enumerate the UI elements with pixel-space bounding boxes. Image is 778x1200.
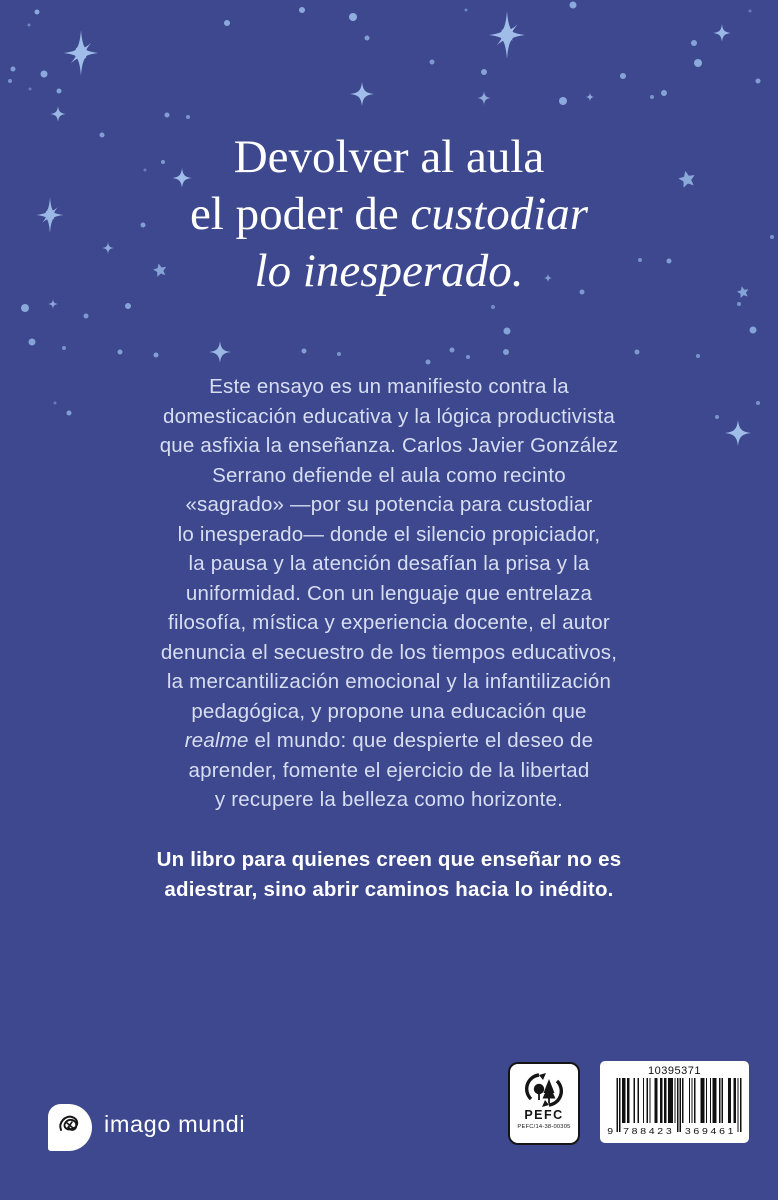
star-dot-icon [67, 411, 72, 416]
synopsis-line: y recupere la belleza como horizonte. [214, 788, 564, 811]
star-dot-icon [11, 67, 16, 72]
pefc-trees-icon [522, 1069, 566, 1111]
star-dot-icon [756, 401, 760, 405]
star-dot-icon [57, 89, 62, 94]
tagline [157, 845, 622, 905]
star-dot-icon [8, 79, 12, 83]
star-sp4-icon [586, 92, 595, 102]
star-dot-icon [715, 415, 719, 419]
star-dot-icon [661, 90, 667, 96]
pefc-cert-number: PEFC/14-38-00305 [517, 1123, 571, 1130]
synopsis-paragraph [160, 372, 619, 815]
isbn-barcode-svg [606, 1078, 744, 1135]
pefc-logo [508, 1062, 580, 1145]
star-dot-icon [41, 71, 48, 78]
star-dot-icon [186, 115, 190, 119]
star-dot-icon [337, 352, 341, 356]
star-dot-icon [29, 88, 32, 91]
star-dot-icon [504, 328, 511, 335]
synopsis-line: la pausa y la atención desafían la prisa y la [188, 552, 590, 575]
synopsis-line: lo inesperado— donde el silencio propiciador, [177, 522, 601, 546]
star-dot-icon [21, 304, 29, 312]
star-dot-icon [749, 10, 752, 13]
star-dot-icon [750, 327, 757, 334]
star-dot-icon [650, 95, 654, 99]
star-dot-icon [570, 2, 577, 9]
star-dot-icon [559, 97, 567, 105]
star-dot-icon [35, 10, 40, 15]
synopsis-line: «sagrado» —por su potencia para custodiar [185, 493, 593, 516]
star-dot-icon [365, 36, 370, 41]
synopsis-line: domesticación educativa y la lógica productivista [163, 404, 615, 428]
svg-text:788423: 788423 [622, 1127, 672, 1135]
star-dot-icon [430, 60, 435, 65]
publisher-squiggle-icon [53, 1107, 87, 1148]
star-dot-icon [299, 7, 305, 13]
star-dot-icon [620, 73, 626, 79]
star-sp4-icon [50, 105, 66, 123]
star-sp4-icon [350, 80, 374, 108]
star-dot-icon [503, 349, 509, 355]
svg-text:9: 9 [606, 1127, 613, 1135]
star-dot-icon [481, 69, 487, 75]
star-dot-icon [84, 314, 89, 319]
synopsis-line: que asfixia la enseñanza. Carlos Javier González [159, 434, 619, 457]
synopsis-line: Serrano defiende el aula como recinto [212, 463, 566, 487]
star-dot-icon [154, 353, 159, 358]
synopsis-line: filosofía, mística y experiencia docente, el autor [168, 611, 610, 634]
star-dot-icon [349, 13, 357, 21]
star-dot-icon [125, 303, 131, 309]
star-burst-icon [483, 11, 531, 59]
headline-line: el poder de custodiar [189, 188, 589, 240]
synopsis-line: la mercantilización emocional y la infantilización [166, 670, 612, 693]
star-dot-icon [302, 349, 307, 354]
star-dot-icon [737, 302, 741, 306]
star-dot-icon [28, 24, 31, 27]
star-dot-icon [466, 355, 470, 359]
star-dot-icon [691, 40, 697, 46]
star-dot-icon [426, 360, 431, 365]
star-dot-icon [118, 350, 123, 355]
star-burst-icon [58, 30, 104, 76]
pefc-label: PEFC [524, 1108, 564, 1122]
publisher-logo [48, 1104, 92, 1151]
tagline-line: adiestrar, sino abrir caminos hacia lo inédito. [164, 878, 614, 901]
headline-line: lo inesperado. [254, 245, 524, 297]
star-dot-icon [635, 350, 640, 355]
barcode [600, 1061, 749, 1143]
synopsis-line: pedagógica, y propone una educación que [191, 699, 587, 723]
headline-line: Devolver al aula [233, 131, 545, 183]
star-dot-icon [54, 402, 57, 405]
synopsis-line: Este ensayo es un manifiesto contra la [209, 375, 569, 398]
star-dot-icon [696, 354, 700, 358]
star-dot-icon [224, 20, 230, 26]
publisher-name: imago mundi [104, 1111, 246, 1137]
synopsis-line: denuncia el secuestro de los tiempos educativos, [160, 640, 618, 664]
barcode-top-number: 10395371 [648, 1065, 701, 1077]
star-dot-icon [29, 339, 36, 346]
star-dot-icon [694, 59, 702, 67]
star-dot-icon [62, 346, 66, 350]
star-dot-icon [465, 9, 468, 12]
tagline-line: Un libro para quienes creen que enseñar no es [156, 848, 622, 871]
star-sp4-icon [209, 340, 231, 365]
star-sp4-icon [477, 90, 491, 106]
star-dot-icon [756, 79, 761, 84]
synopsis-line: aprender, fomente el ejercicio de la libertad [188, 758, 590, 782]
headline [0, 129, 778, 300]
star-dot-icon [491, 305, 495, 309]
star-sp4-icon [713, 23, 731, 44]
star-sp4-icon [725, 418, 751, 448]
svg-text:369461: 369461 [684, 1127, 733, 1135]
barcode-bars [606, 1078, 744, 1135]
synopsis-line: realme el mundo: que despierte el deseo de [184, 729, 594, 752]
synopsis-line: uniformidad. Con un lenguaje que entrelaza [185, 581, 593, 605]
star-dot-icon [165, 113, 170, 118]
star-dot-icon [450, 348, 455, 353]
